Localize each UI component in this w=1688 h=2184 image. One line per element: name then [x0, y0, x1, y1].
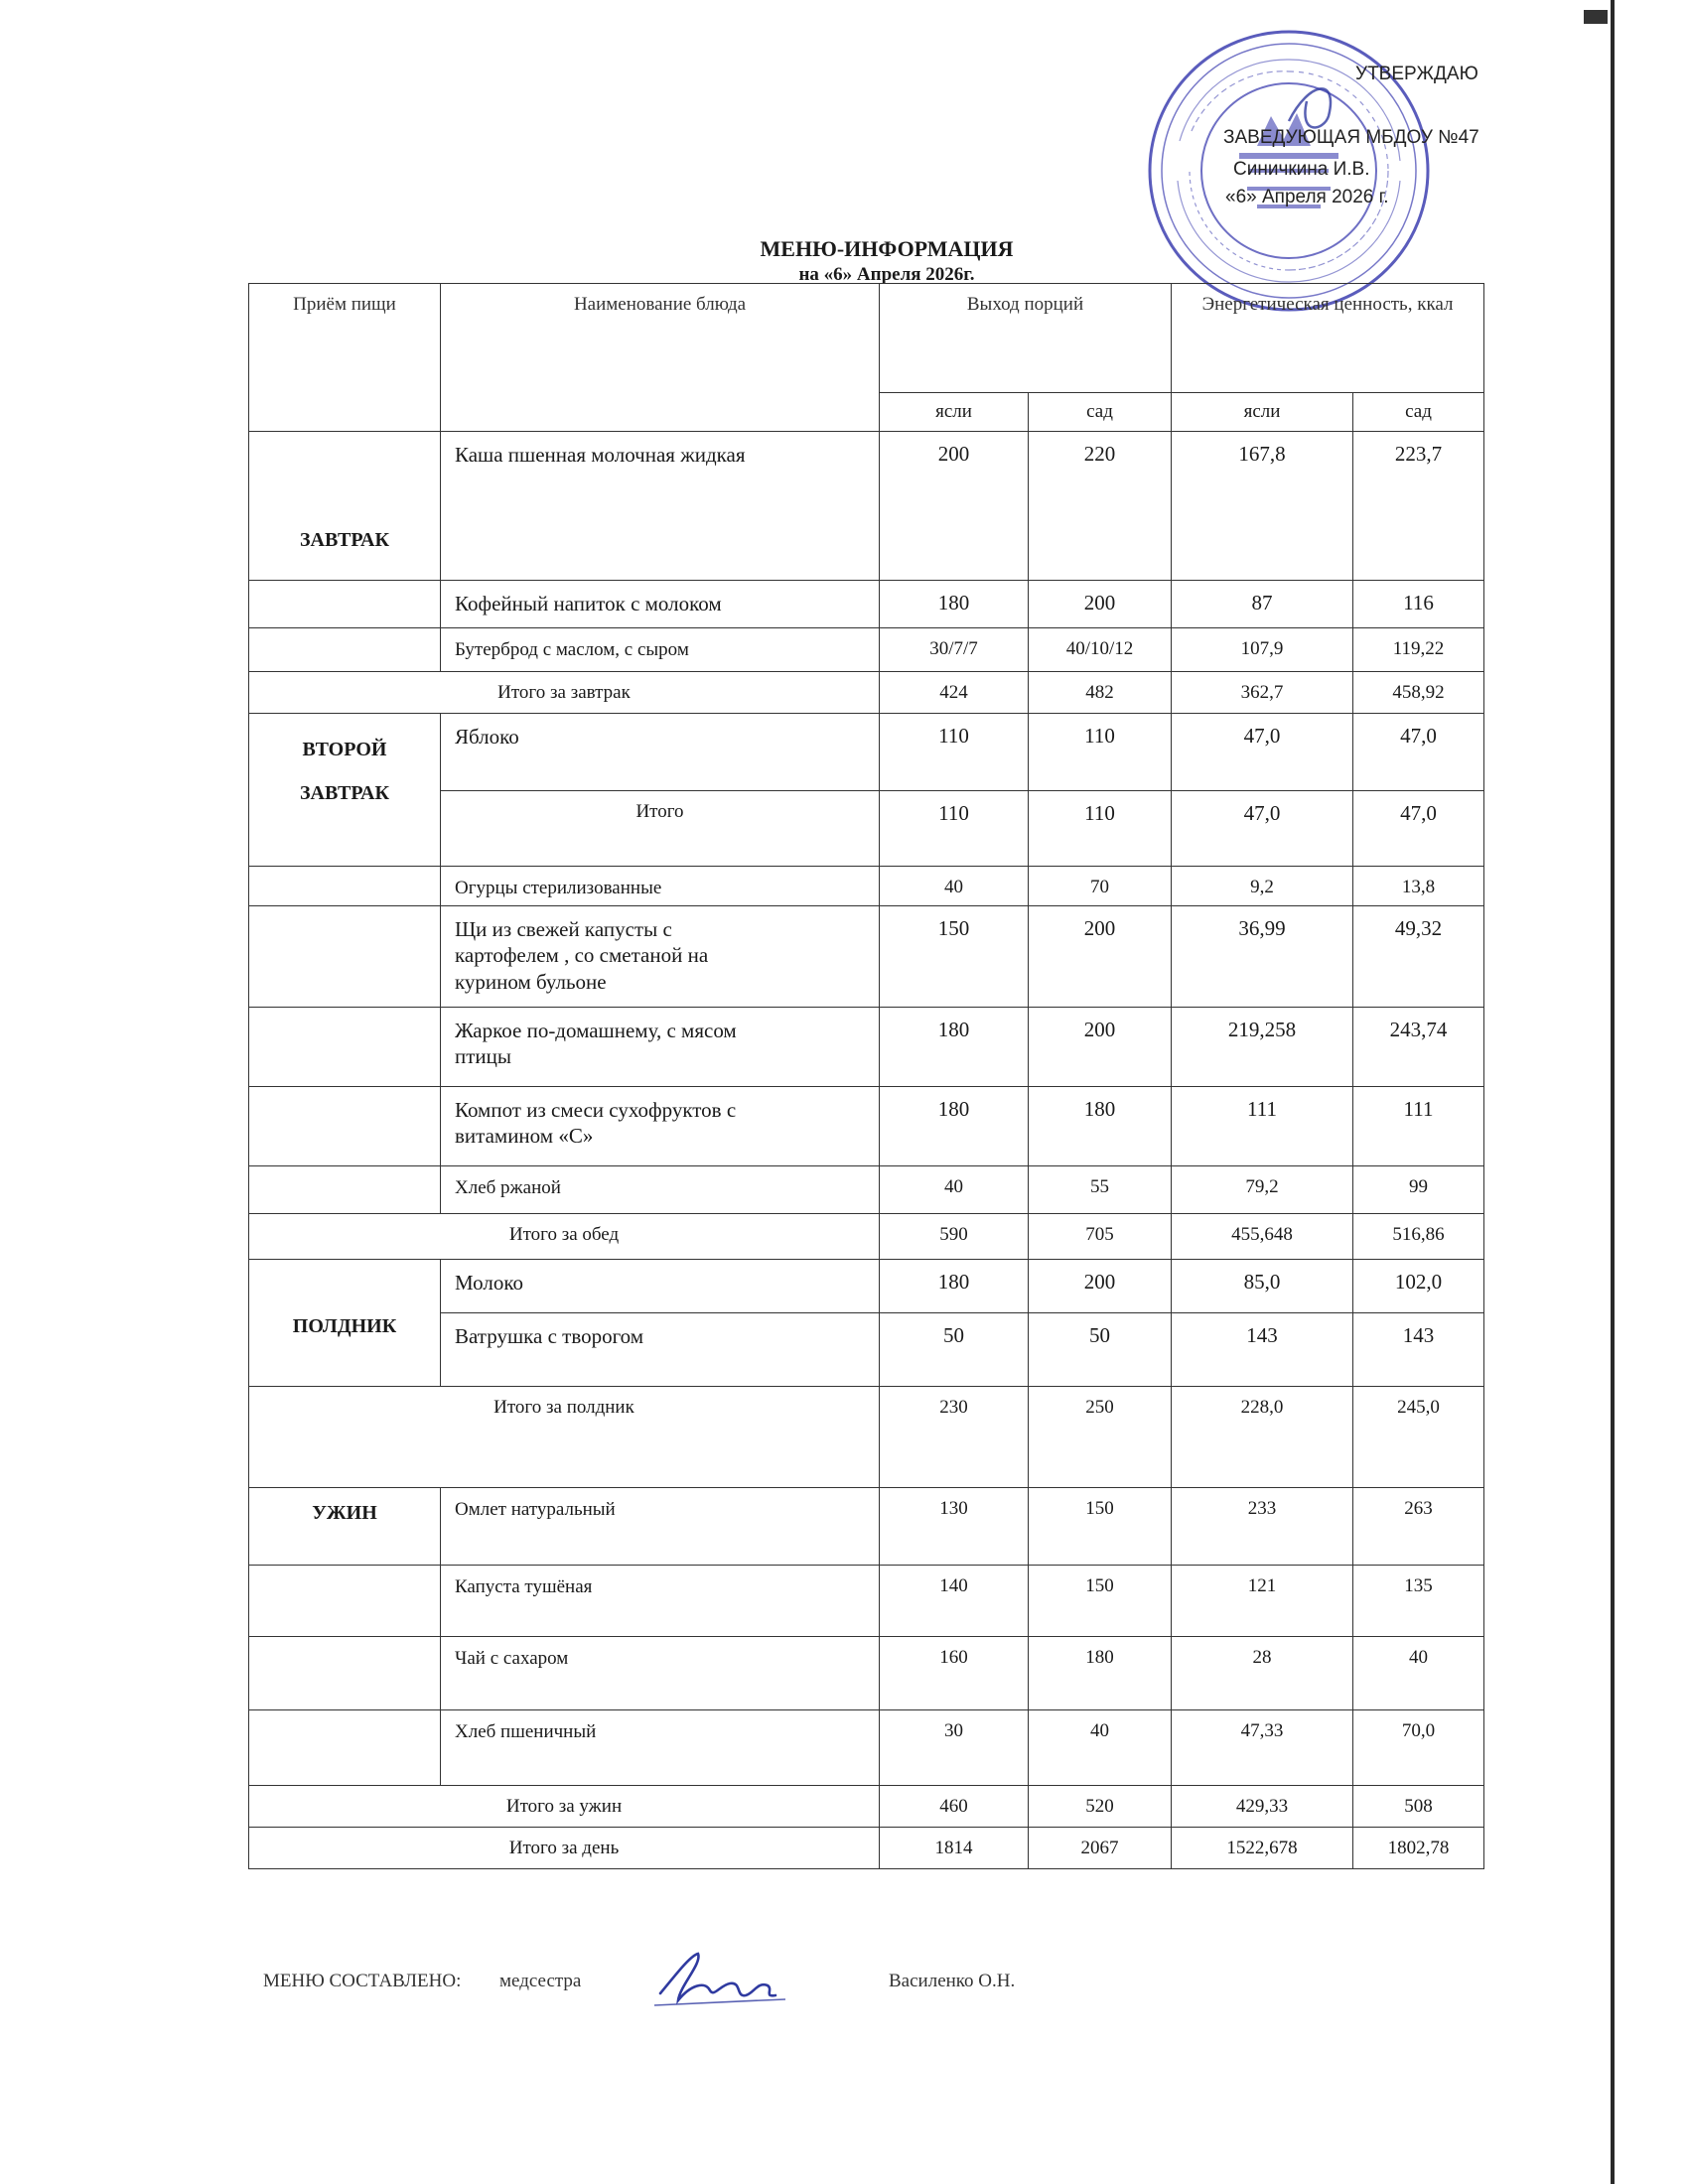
table-header-row [249, 284, 1484, 393]
total-row-day [249, 1828, 1484, 1869]
dish-name: Кофейный напиток с молоком [441, 581, 880, 628]
portion-garden: 40/10/12 [1029, 628, 1172, 672]
dish-name: Омлет натуральный [441, 1488, 880, 1566]
approval-position: ЗАВЕДУЮЩАЯ МБДОУ №47 [1223, 127, 1479, 148]
total-label: Итого за обед [249, 1214, 880, 1260]
energy-garden: 13,8 [1353, 867, 1484, 906]
portion-garden: 55 [1029, 1166, 1172, 1214]
total-energy-nursery: 455,648 [1172, 1214, 1353, 1260]
portion-nursery: 140 [880, 1566, 1029, 1637]
meal-cell-empty [249, 1087, 441, 1166]
total-row [249, 1214, 1484, 1260]
meal-afternoon-snack: ПОЛДНИК [249, 1260, 441, 1387]
total-portion-garden: 2067 [1029, 1828, 1172, 1869]
table-row [249, 1488, 1484, 1566]
total-portion-nursery: 424 [880, 672, 1029, 714]
scan-edge-shadow [1611, 0, 1615, 2184]
total-energy-nursery: 1522,678 [1172, 1828, 1353, 1869]
header-portion: Выход порций [880, 284, 1172, 393]
energy-garden: 99 [1353, 1166, 1484, 1214]
energy-garden: 111 [1353, 1087, 1484, 1166]
meal-cell-empty [249, 628, 441, 672]
energy-nursery: 9,2 [1172, 867, 1353, 906]
portion-nursery: 30/7/7 [880, 628, 1029, 672]
meal-dinner: УЖИН [249, 1488, 441, 1566]
total-portion-nursery: 110 [880, 791, 1029, 867]
footer-role: медсестра [499, 1971, 582, 1991]
meal-second-breakfast: ВТОРОЙ ЗАВТРАК [249, 714, 441, 867]
total-portion-nursery: 590 [880, 1214, 1029, 1260]
total-energy-nursery: 228,0 [1172, 1387, 1353, 1488]
energy-nursery: 111 [1172, 1087, 1353, 1166]
header-meal: Приём пищи [249, 284, 441, 432]
total-row [249, 1786, 1484, 1828]
meal-cell-empty [249, 581, 441, 628]
table-row [249, 581, 1484, 628]
energy-garden: 102,0 [1353, 1260, 1484, 1313]
dish-name: Хлеб пшеничный [441, 1710, 880, 1786]
energy-nursery: 36,99 [1172, 906, 1353, 1008]
meal-cell-empty [249, 1008, 441, 1087]
energy-nursery: 219,258 [1172, 1008, 1353, 1087]
total-energy-garden: 516,86 [1353, 1214, 1484, 1260]
portion-nursery: 150 [880, 906, 1029, 1008]
table-row [249, 1087, 1484, 1166]
energy-garden: 263 [1353, 1488, 1484, 1566]
energy-garden: 40 [1353, 1637, 1484, 1710]
approval-name: Синичкина И.В. [1233, 159, 1370, 180]
dish-name: Компот из смеси сухофруктов с витамином «С» [441, 1087, 880, 1166]
portion-garden: 200 [1029, 581, 1172, 628]
dish-name: Огурцы стерилизованные [441, 867, 880, 906]
portion-nursery: 30 [880, 1710, 1029, 1786]
energy-garden: 49,32 [1353, 906, 1484, 1008]
energy-garden: 143 [1353, 1313, 1484, 1387]
handwritten-signature [650, 1946, 789, 2015]
dish-name: Чай с сахаром [441, 1637, 880, 1710]
energy-garden: 243,74 [1353, 1008, 1484, 1087]
table-row [249, 1637, 1484, 1710]
energy-garden: 116 [1353, 581, 1484, 628]
total-energy-nursery: 429,33 [1172, 1786, 1353, 1828]
footer-name: Василенко О.Н. [889, 1971, 1016, 1991]
total-portion-garden: 110 [1029, 791, 1172, 867]
total-energy-garden: 1802,78 [1353, 1828, 1484, 1869]
dish-name: Хлеб ржаной [441, 1166, 880, 1214]
portion-nursery: 110 [880, 714, 1029, 791]
total-portion-garden: 705 [1029, 1214, 1172, 1260]
approval-date: «6» Апреля 2026 г. [1225, 187, 1389, 207]
energy-nursery: 47,0 [1172, 714, 1353, 791]
total-label: Итого за полдник [249, 1387, 880, 1488]
energy-garden: 223,7 [1353, 432, 1484, 581]
total-row [249, 1387, 1484, 1488]
portion-nursery: 130 [880, 1488, 1029, 1566]
energy-nursery: 85,0 [1172, 1260, 1353, 1313]
portion-nursery: 200 [880, 432, 1029, 581]
portion-garden: 180 [1029, 1637, 1172, 1710]
table-row [249, 1008, 1484, 1087]
meal-cell-empty [249, 906, 441, 1008]
footer-composed-label: МЕНЮ СОСТАВЛЕНО: [263, 1971, 462, 1991]
dish-name: Ватрушка с творогом [441, 1313, 880, 1387]
portion-garden: 200 [1029, 1008, 1172, 1087]
energy-nursery: 233 [1172, 1488, 1353, 1566]
energy-nursery: 28 [1172, 1637, 1353, 1710]
table-row [249, 867, 1484, 906]
total-energy-nursery: 47,0 [1172, 791, 1353, 867]
total-label: Итого [441, 791, 880, 867]
portion-nursery: 50 [880, 1313, 1029, 1387]
total-label: Итого за ужин [249, 1786, 880, 1828]
total-portion-garden: 250 [1029, 1387, 1172, 1488]
portion-garden: 40 [1029, 1710, 1172, 1786]
portion-nursery: 180 [880, 1087, 1029, 1166]
total-portion-nursery: 1814 [880, 1828, 1029, 1869]
total-portion-nursery: 460 [880, 1786, 1029, 1828]
subheader-portion-garden: сад [1029, 393, 1172, 432]
table-row [249, 1260, 1484, 1313]
energy-garden: 47,0 [1353, 714, 1484, 791]
energy-garden: 119,22 [1353, 628, 1484, 672]
dish-name: Каша пшенная молочная жидкая [441, 432, 880, 581]
dish-name: Жаркое по-домашнему, с мясом птицы [441, 1008, 880, 1087]
energy-nursery: 143 [1172, 1313, 1353, 1387]
total-label: Итого за день [249, 1828, 880, 1869]
total-energy-garden: 458,92 [1353, 672, 1484, 714]
table-row [249, 1166, 1484, 1214]
dish-name: Бутерброд с маслом, с сыром [441, 628, 880, 672]
energy-nursery: 79,2 [1172, 1166, 1353, 1214]
total-row [249, 672, 1484, 714]
portion-garden: 150 [1029, 1566, 1172, 1637]
document-title: МЕНЮ-ИНФОРМАЦИЯ [760, 236, 1014, 261]
table-row [249, 906, 1484, 1008]
table-row [249, 714, 1484, 791]
portion-garden: 200 [1029, 1260, 1172, 1313]
dish-name: Молоко [441, 1260, 880, 1313]
portion-garden: 200 [1029, 906, 1172, 1008]
header-energy: Энергетическая ценность, ккал [1172, 284, 1484, 393]
portion-garden: 150 [1029, 1488, 1172, 1566]
subheader-energy-nursery: ясли [1172, 393, 1353, 432]
dish-name: Яблоко [441, 714, 880, 791]
table-row [249, 432, 1484, 581]
subheader-portion-nursery: ясли [880, 393, 1029, 432]
portion-nursery: 180 [880, 581, 1029, 628]
menu-table [248, 283, 1484, 1869]
total-portion-garden: 482 [1029, 672, 1172, 714]
portion-nursery: 40 [880, 1166, 1029, 1214]
portion-nursery: 40 [880, 867, 1029, 906]
energy-garden: 70,0 [1353, 1710, 1484, 1786]
scan-corner-mark [1584, 10, 1608, 24]
portion-garden: 70 [1029, 867, 1172, 906]
meal-cell-empty [249, 1710, 441, 1786]
total-energy-garden: 245,0 [1353, 1387, 1484, 1488]
meal-breakfast: ЗАВТРАК [249, 432, 441, 581]
total-portion-garden: 520 [1029, 1786, 1172, 1828]
portion-garden: 180 [1029, 1087, 1172, 1166]
meal-cell-empty [249, 1166, 441, 1214]
meal-cell-empty [249, 1637, 441, 1710]
portion-nursery: 160 [880, 1637, 1029, 1710]
dish-name: Щи из свежей капусты с картофелем , со сметаной на курином бульоне [441, 906, 880, 1008]
portion-nursery: 180 [880, 1260, 1029, 1313]
portion-garden: 110 [1029, 714, 1172, 791]
approval-heading: УТВЕРЖДАЮ [1355, 64, 1478, 84]
dish-name: Капуста тушёная [441, 1566, 880, 1637]
total-energy-garden: 508 [1353, 1786, 1484, 1828]
meal-cell-empty [249, 1566, 441, 1637]
portion-garden: 220 [1029, 432, 1172, 581]
energy-nursery: 107,9 [1172, 628, 1353, 672]
energy-nursery: 121 [1172, 1566, 1353, 1637]
subheader-energy-garden: сад [1353, 393, 1484, 432]
energy-nursery: 87 [1172, 581, 1353, 628]
header-dish: Наименование блюда [441, 284, 880, 432]
portion-nursery: 180 [880, 1008, 1029, 1087]
total-energy-nursery: 362,7 [1172, 672, 1353, 714]
total-label: Итого за завтрак [249, 672, 880, 714]
total-portion-nursery: 230 [880, 1387, 1029, 1488]
energy-nursery: 47,33 [1172, 1710, 1353, 1786]
table-row [249, 628, 1484, 672]
energy-garden: 135 [1353, 1566, 1484, 1637]
total-energy-garden: 47,0 [1353, 791, 1484, 867]
meal-cell-empty [249, 867, 441, 906]
table-row [249, 1566, 1484, 1637]
table-row [249, 1710, 1484, 1786]
portion-garden: 50 [1029, 1313, 1172, 1387]
document-date: на «6» Апреля 2026г. [798, 264, 975, 285]
energy-nursery: 167,8 [1172, 432, 1353, 581]
